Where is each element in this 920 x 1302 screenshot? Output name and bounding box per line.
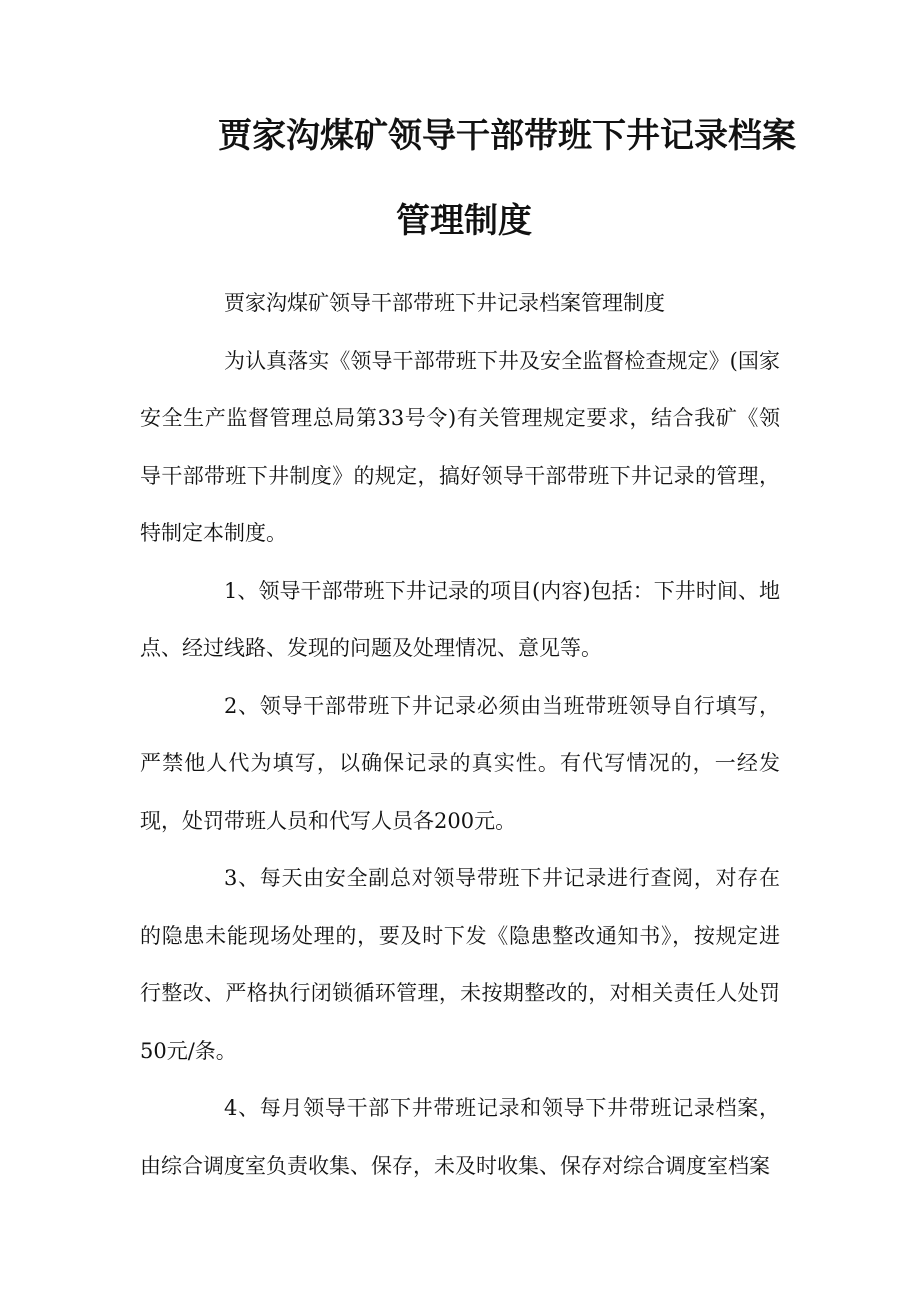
paragraph-item-4: 4、每月领导干部下井带班记录和领导下井带班记录档案，由综合调度室负责收集、保存，未及时收集、保存对综合调度室档案	[140, 1096, 780, 1178]
paragraph-subtitle: 贾家沟煤矿领导干部带班下井记录档案管理制度	[224, 291, 665, 315]
document-title-line-1: 贾家沟煤矿领导干部带班下井记录档案	[218, 116, 796, 156]
document-title-line-2: 管理制度	[396, 201, 532, 241]
paragraph-item-3: 3、每天由安全副总对领导带班下井记录进行查阅，对存在的隐患未能现场处理的，要及时下发《隐患整改通知书》，按规定进行整改、严格执行闭锁循环管理，未按期整改的，对相关责任人处罚50元/条。	[140, 866, 780, 1063]
paragraph-item-2: 2、领导干部带班下井记录必须由当班带班领导自行填写，严禁他人代为填写，以确保记录的真实性。有代写情况的，一经发现，处罚带班人员和代写人员各200元。	[140, 693, 780, 833]
paragraph-intro: 为认真落实《领导干部带班下井及安全监督检查规定》(国家安全生产监督管理总局第33号令)有关管理规定要求，结合我矿《领导干部带班下井制度》的规定，搞好领导干部带班下井记录的管理，特制定本制度。	[140, 348, 780, 545]
document-body	[140, 275, 780, 1195]
paragraph-item-1: 1、领导干部带班下井记录的项目(内容)包括：下井时间、地点、经过线路、发现的问题及处理情况、意见等。	[140, 578, 780, 660]
